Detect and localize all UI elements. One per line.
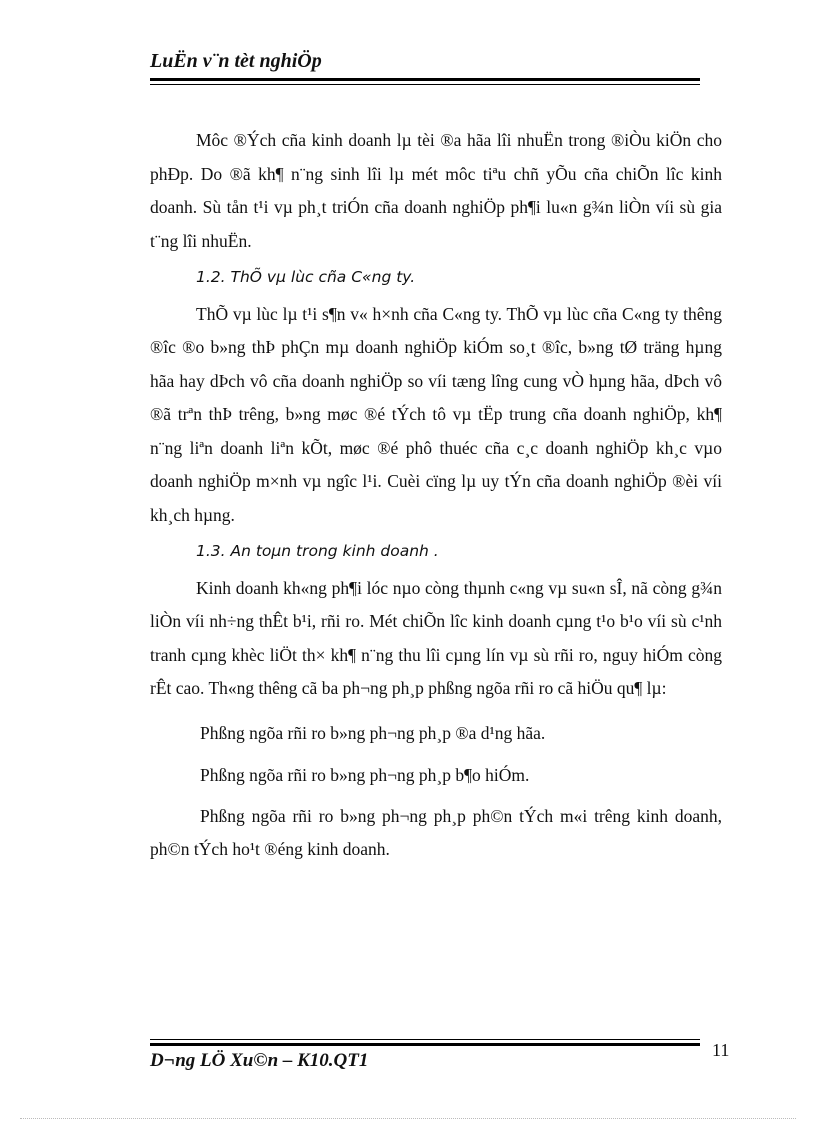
paragraph-position-strength: ThÕ vµ lùc lµ t¹i s¶n v« h×nh cña C«ng ty. ThÕ vµ lùc cña C«ng ty thêng ®îc ®o b»ng thÞ phÇn mµ doanh nghiÖp kiÓm so¸t ®îc, b»ng tØ träng hµng hãa hay dÞch vô cña doanh nghiÖp so víi tæng lîng cung vÒ hµng hãa, dÞch vô ®ã trªn thÞ trêng, b»ng møc ®é tÝch tô vµ tËp trung cña doanh nghiÖp, kh¶ n¨ng liªn doanh liªn kÕt, møc ®é phô thuéc cña c¸c doanh nghiÖp kh¸c vµo doanh nghiÖp m×nh vµ ngîc l¹i. Cuèi cïng lµ uy tÝn cña doanh nghiÖp ®èi víi kh¸ch hµng. — [150, 303, 722, 525]
page-number: 11 — [712, 1040, 730, 1060]
list-item: Phßng ngõa rñi ro b»ng ph¬ng ph¸p ph©n tÝch m«i trêng kinh doanh, ph©n tÝch ho¹t ®éng kinh doanh. — [150, 805, 722, 859]
document-body — [150, 124, 722, 867]
header-title: LuËn v¨n tèt nghiÖp — [150, 50, 322, 72]
list-item: Phßng ngõa rñi ro b»ng ph¬ng ph¸p b¶o hiÓm. — [200, 764, 530, 785]
paragraph-purpose: Môc ®Ých cña kinh doanh lµ tèi ®a hãa lîi nhuËn trong ®iÒu kiÖn cho phÐp. Do ®ã kh¶ n¨ng sinh lîi lµ mét môc tiªu chñ yÕu cña chiÕn lîc kinh doanh. Sù tån t¹i vµ ph¸t triÓn cña doanh nghiÖp ph¶i lu«n g¾n liÒn víi sù gia t¨ng lîi nhuËn. — [150, 130, 722, 251]
section-heading-1-2: 1.2. ThÕ vµ lùc cña C«ng ty. — [196, 268, 416, 286]
section-heading-1-3: 1.3. An toµn trong kinh doanh . — [196, 542, 439, 560]
footer-author: D¬ng LÖ Xu©n – K10.QT1 — [150, 1050, 369, 1071]
footer-rule-thick — [150, 1043, 700, 1046]
header-rule-thin — [150, 84, 700, 85]
paragraph-safety: Kinh doanh kh«ng ph¶i lóc nµo còng thµnh c«ng vµ su«n sÎ, nã còng g¾n liÒn víi nh÷ng thÊt b¹i, rñi ro. Mét chiÕn lîc kinh doanh cµng t¹o b¹o víi sù c¹nh tranh cµng khèc liÖt th× kh¶ n¨ng thu lîi cµng lín vµ sù rñi ro, nguy hiÓm còng rÊt cao. Th«ng thêng cã ba ph¬ng ph¸p phßng ngõa rñi ro cã hiÖu qu¶ lµ: — [150, 577, 722, 698]
footer-rule-thin — [150, 1039, 700, 1040]
page-edge-divider — [20, 1118, 796, 1119]
list-item: Phßng ngõa rñi ro b»ng ph¬ng ph¸p ®a d¹ng hãa. — [200, 722, 546, 743]
header-rule-thick — [150, 78, 700, 81]
